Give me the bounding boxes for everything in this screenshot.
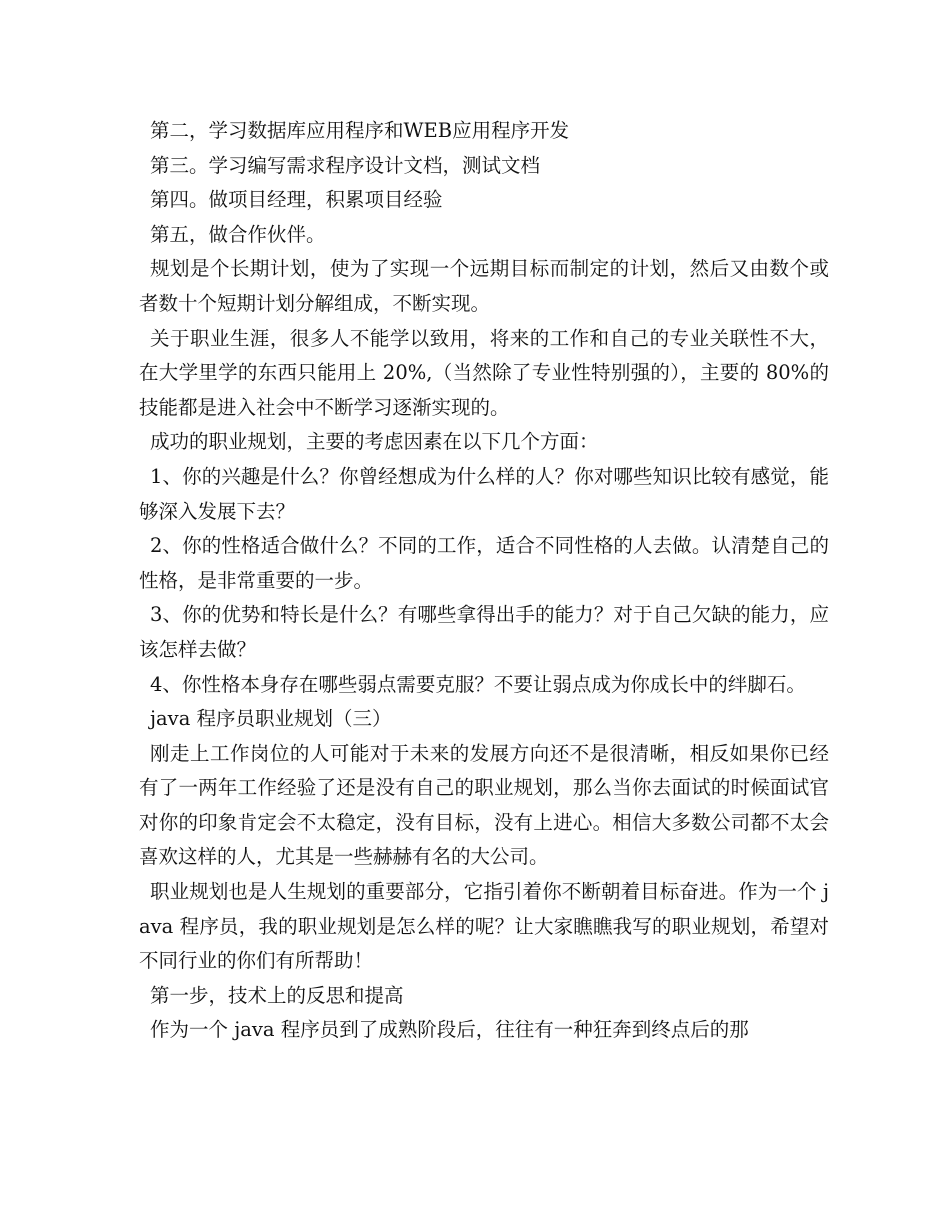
paragraph: 第二，学习数据库应用程序和WEB应用程序开发 (150, 119, 570, 142)
list-item-paragraph: 4、你性格本身存在哪些弱点需要克服？不要让弱点成为你成长中的绊脚石。 (150, 672, 806, 696)
paragraph: 成功的职业规划，主要的考虑因素在以下几个方面： (150, 430, 599, 454)
list-item-paragraph: 1、你的兴趣是什么？你曾经想成为什么样的人？你对哪些知识比较有感觉，能够深入发展下去？ (139, 464, 829, 523)
list-item-paragraph: 2、你的性格适合做什么？不同的工作，适合不同性格的人去做。认清楚自己的性格，是非常重要的一步。 (139, 534, 829, 592)
step-heading: 第一步，技术上的反思和提高 (150, 983, 404, 1007)
paragraph: 第五，做合作伙伴。 (150, 222, 326, 246)
paragraph: 职业规划也是人生规划的重要部分，它指引着你不断朝着目标奋进。作为一个 java 程序员，我的职业规划是怎么样的呢？让大家瞧瞧我写的职业规划，希望对不同行业的你们有所帮助！ (139, 880, 829, 973)
paragraph: 第四。做项目经理，积累项目经验 (150, 188, 443, 212)
list-item-paragraph: 3、你的优势和特长是什么？有哪些拿得出手的能力？对于自己欠缺的能力，应该怎样去做？ (139, 603, 829, 661)
paragraph: 作为一个 java 程序员到了成熟阶段后，往往有一种狂奔到终点后的那 (150, 1018, 749, 1042)
paragraph: 规划是个长期计划，使为了实现一个远期目标而制定的计划，然后又由数个或者数十个短期计划分解组成，不断实现。 (139, 257, 829, 315)
paragraph: 关于职业生涯，很多人不能学以致用，将来的工作和自己的专业关联性不大，在大学里学的东西只能用上 20%,（当然除了专业性特别强的），主要的 80%的技能都是进入社会中不断学习逐渐实现的。 (139, 326, 829, 419)
section-heading: java 程序员职业规划（三） (150, 707, 392, 731)
paragraph: 刚走上工作岗位的人可能对于未来的发展方向还不是很清晰，相反如果你已经有了一两年工作经验了还是没有自己的职业规划，那么当你去面试的时候面试官对你的印象肯定会不太稳定，没有目标，没有上进心。相信大多数公司都不太会喜欢这样的人，尤其是一些赫赫有名的大公司。 (139, 741, 829, 869)
paragraph: 第三。学习编写需求程序设计文档，测试文档 (150, 153, 541, 177)
document-body (139, 114, 829, 1048)
